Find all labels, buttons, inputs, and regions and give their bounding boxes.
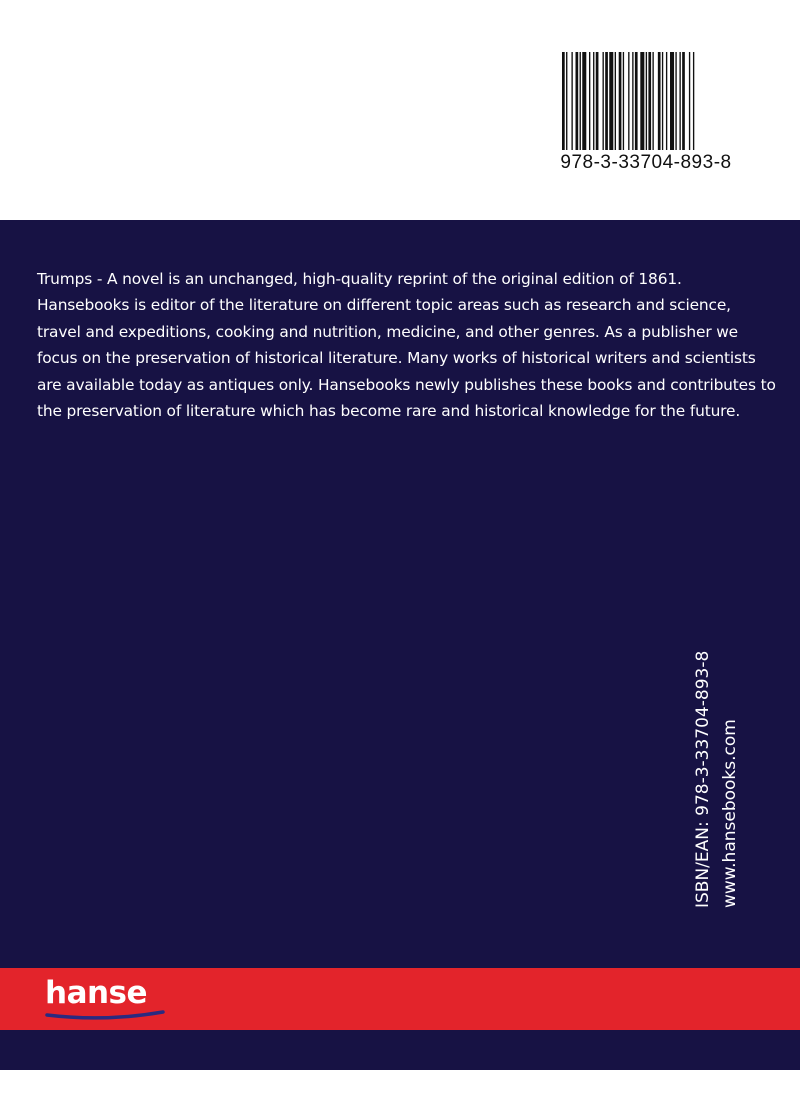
barcode-bar	[675, 52, 676, 150]
barcode-bar	[648, 52, 651, 150]
barcode-bar	[596, 52, 599, 150]
barcode-bar	[576, 52, 579, 150]
logo-swoosh	[45, 1009, 165, 1021]
hanse-logo	[45, 975, 175, 1025]
barcode-bar	[582, 52, 586, 150]
barcode-bar	[593, 52, 594, 150]
barcode-bar	[635, 52, 638, 150]
barcode-bar	[652, 52, 653, 150]
barcode-bar	[562, 52, 565, 150]
barcode	[557, 48, 735, 188]
barcode-bar	[632, 52, 633, 150]
isbn-line: ISBN/EAN: 978-3-33704-893-8	[693, 650, 713, 908]
barcode-bar	[666, 52, 667, 150]
barcode-digits: 978-3-33704-893-8	[560, 152, 732, 173]
barcode-bar	[589, 52, 590, 150]
barcode-bars	[562, 52, 730, 150]
barcode-bar	[646, 52, 647, 150]
barcode-bar	[662, 52, 663, 150]
barcode-bar	[640, 52, 644, 150]
barcode-bar	[693, 52, 694, 150]
publisher-website: www.hansebooks.com	[720, 719, 740, 908]
barcode-bar	[580, 52, 581, 150]
barcode-bar	[615, 52, 616, 150]
barcode-bar	[619, 52, 622, 150]
spine-text	[690, 651, 744, 908]
barcode-bar	[628, 52, 629, 150]
barcode-bar	[566, 52, 567, 150]
barcode-bar	[605, 52, 608, 150]
barcode-bar	[609, 52, 613, 150]
logo-text: hanse	[45, 975, 148, 1011]
barcode-bar	[679, 52, 680, 150]
barcode-bar	[689, 52, 690, 150]
barcode-bar	[603, 52, 604, 150]
barcode-bar	[682, 52, 685, 150]
barcode-bar	[658, 52, 661, 150]
barcode-bar	[670, 52, 674, 150]
bottom-navy-strip	[0, 1030, 800, 1070]
barcode-bar	[623, 52, 624, 150]
barcode-bar	[571, 52, 572, 150]
book-description: Trumps - A novel is an unchanged, high-quality reprint of the original edition of 1861. Hansebooks is editor of the literature on different topic areas such as research and science, travel and expeditions, cooking and nutrition, medicine, and other genres. As a publisher we focus on the preservation of historical literature. Many works of historical writers and scientists are available today as antiques only. Hansebooks newly publishes these books and contributes to the preservation of literature which has become rare and historical knowledge for the future.	[37, 270, 776, 421]
bottom-white-strip	[0, 1070, 800, 1096]
